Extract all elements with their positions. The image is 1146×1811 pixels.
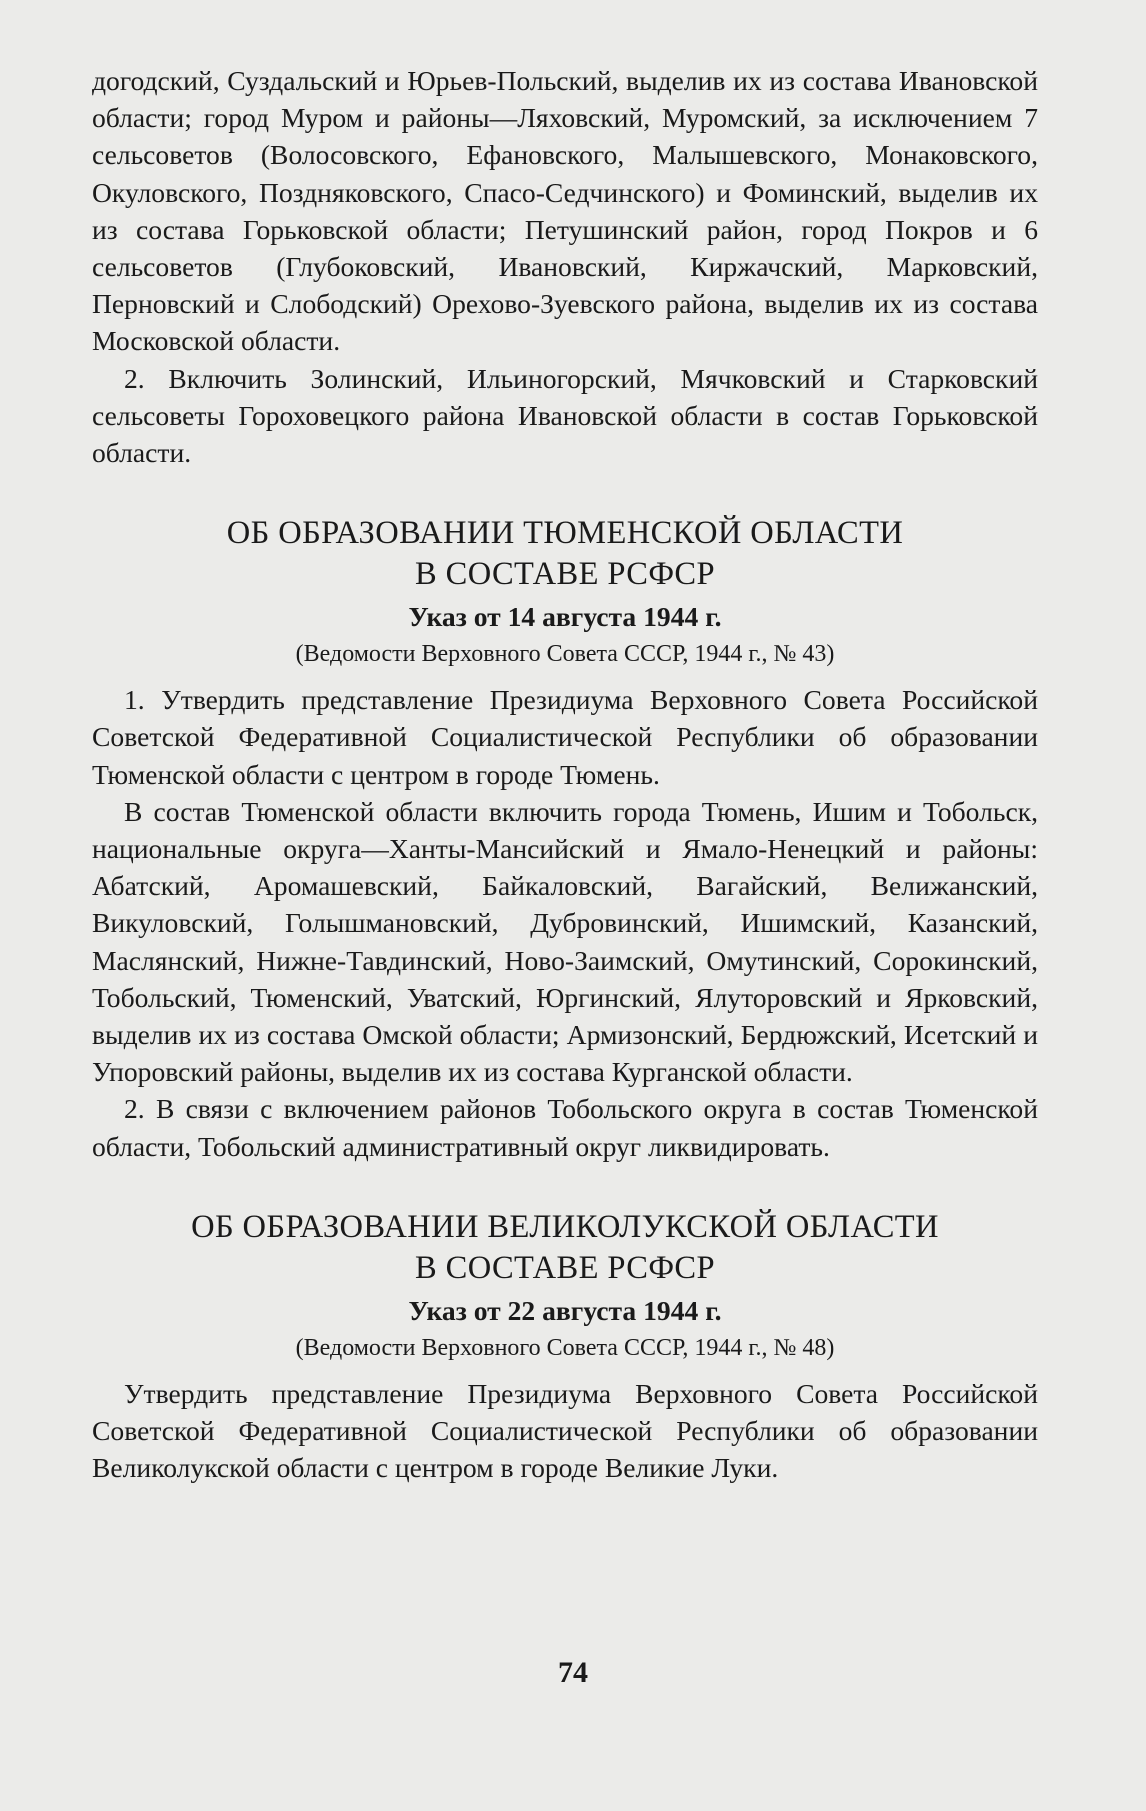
spacer [92, 1365, 1038, 1375]
continuation-item-2: 2. Включить Золинский, Ильиногорский, Мячковский и Старковский сельсоветы Гороховецкого района Ивановской области в состав Горьковской области. [92, 362, 1038, 469]
tyumen-item-1: 1. Утвердить представление Президиума Верховного Совета Российской Советской Федеративной Социалистической Республики об образовании Тюменской области с центром в городе Тюмень. [92, 684, 1038, 790]
section-gap [92, 471, 1038, 513]
velikiye-luki-source-reference: (Ведомости Верховного Совета СССР, 1944 г., № 48) [295, 1334, 835, 1361]
velikiye-luki-title-line-2: В СОСТАВЕ РСФСР [415, 1249, 715, 1286]
tyumen-item-2: 2. В связи с включением районов Тобольского округа в состав Тюменской области, Тобольский административный округ ликвидировать. [92, 1093, 1038, 1162]
tyumen-title-line-2: В СОСТАВЕ РСФСР [415, 556, 715, 593]
tyumen-source-reference: (Ведомости Верховного Совета СССР, 1944 г., № 43) [295, 641, 835, 668]
section-gap [92, 1165, 1038, 1207]
velikiye-luki-title-line-1: ОБ ОБРАЗОВАНИИ ВЕЛИКОЛУКСКОЙ ОБЛАСТИ [191, 1208, 939, 1245]
tyumen-item-1-continuation: В состав Тюменской области включить города Тюмень, Ишим и Тобольск, национальные округа—Ханты-Мансийский и Ямало-Ненецкий и районы: Абатский, Аромашевский, Байкаловский, Вагайский, Велижанский, Викуловский, Голышмановский, Дубровинский, Ишимский, Казанский, Маслянский, Нижне-Тавдинский, Ново-Заимский, Омутинский, Сорокинский, Тобольский, Тюменский, Уватский, Юргинский, Ялуторовский и Ярковский, выделив их из состава Омской области; Армизонский, Бердюжский, Исетский и Упоровский районы, выделив их из состава Курганской области. [92, 795, 1038, 1088]
spacer [92, 671, 1038, 681]
continuation-paragraph: догодский, Суздальский и Юрьев-Польский, выделив их из состава Ивановской области; город Муром и районы—Ляховский, Муромский, за исключением 7 сельсоветов (Волосовского, Ефановского, Малышевского, Монаковского, Окуловского, Поздняковского, Спасо-Седчинского) и Фоминский, выделив их из состава Горьковской области; Петушинский район, город Покров и 6 сельсоветов (Глубоковский, Ивановский, Киржачский, Марковский, Перновский и Слободский) Орехово-Зуевского района, выделив их из состава Московской области. [92, 65, 1038, 357]
velikiye-luki-body: Утвердить представление Президиума Верховного Совета Российской Советской Федеративной Социалистической Республики об образовании Великолукской области с центром в городе Великие Луки. [92, 1377, 1038, 1484]
tyumen-title-line-1: ОБ ОБРАЗОВАНИИ ТЮМЕНСКОЙ ОБЛАСТИ [226, 515, 904, 552]
page-number: 74 [558, 1656, 588, 1689]
velikiye-luki-decree-date: Указ от 22 августа 1944 г. [408, 1294, 722, 1326]
text-column [92, 62, 1038, 1486]
tyumen-decree-date: Указ от 14 августа 1944 г. [408, 601, 722, 633]
